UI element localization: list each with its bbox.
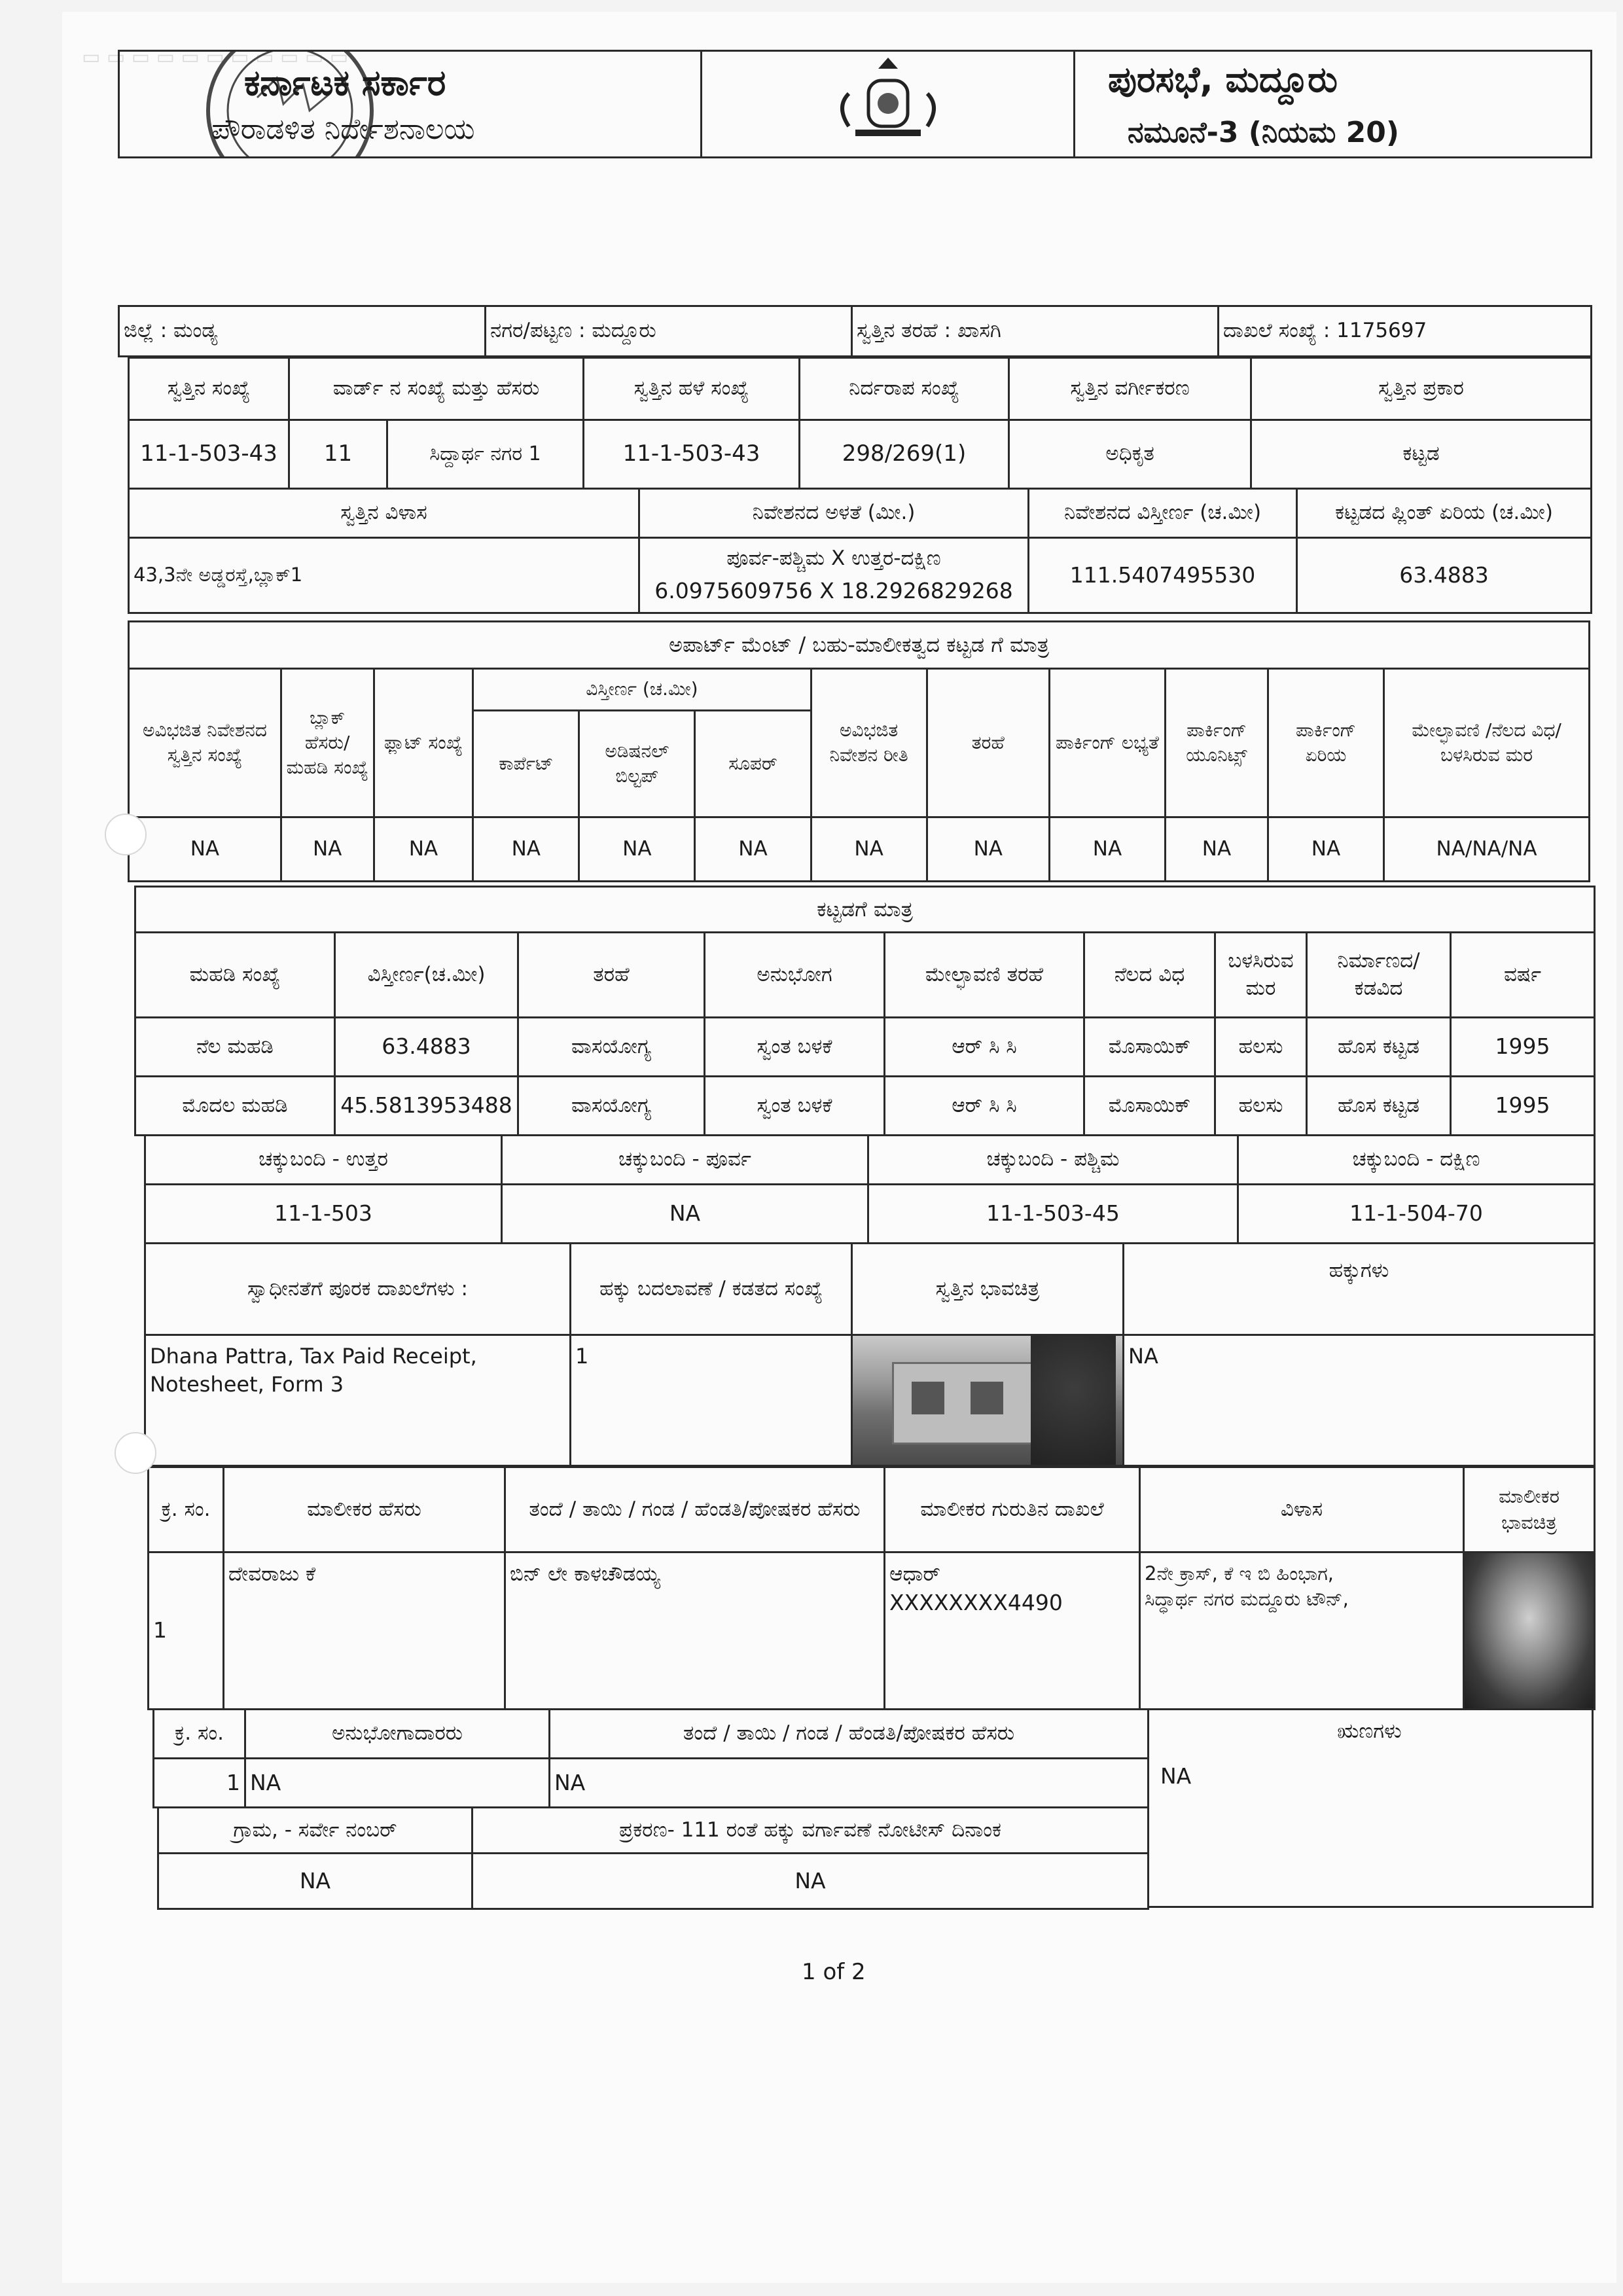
floor-wood: ಹಲಸು <box>1215 1077 1307 1136</box>
apartment-value: NA <box>374 817 473 881</box>
floor-flooring: ಮೊಸಾಯಿಕ್ <box>1084 1077 1215 1136</box>
floor-name: ನೆಲ ಮಹಡಿ <box>135 1018 335 1077</box>
apartment-value: NA <box>129 817 281 881</box>
floor-usage: ಸ್ವಂತ ಬಳಕೆ <box>705 1077 885 1136</box>
floor-type: ವಾಸಯೋಗ್ಯ <box>518 1077 705 1136</box>
occupant-name-value: NA <box>245 1759 550 1808</box>
apartment-value: NA <box>1166 817 1268 881</box>
department-name: ಪೌರಾಡಳಿತ ನಿರ್ದೇಶನಾಲಯ <box>211 112 475 146</box>
header-undivided-share: ಅವಿಭಜಿತ ನಿವೇಶನ ರೀತಿ <box>811 668 927 817</box>
header-owner-address: ವಿಳಾಸ <box>1140 1467 1464 1552</box>
header-parking-units: ಪಾರ್ಕಿಂಗ್ ಯೂನಿಟ್ಸ್ <box>1166 668 1268 817</box>
owner-name-value: ದೇವರಾಜು ಕೆ <box>224 1552 505 1710</box>
header-boundary-east: ಚಕ್ಕುಬಂದಿ - ಪೂರ್ವ <box>502 1136 868 1185</box>
header-supporting-docs: ಸ್ವಾಧೀನತೆಗೆ ಪೂರಕ ದಾಖಲೆಗಳು : <box>145 1244 571 1335</box>
owner-address-line2: ಸಿದ್ಧಾರ್ಥ ನಗರ ಮದ್ದೂರು ಟೌನ್, <box>1145 1588 1349 1611</box>
apartment-value: NA <box>811 817 927 881</box>
header-floor-extent: ವಿಸ್ತೀರ್ಣ(ಚ.ಮೀ) <box>335 933 518 1018</box>
header-block-floor: ಬ್ಲಾಕ್ ಹೆಸರು/ ಮಹಡಿ ಸಂಖ್ಯೆ <box>281 668 374 817</box>
property-id-value: 11-1-503-43 <box>129 420 289 489</box>
government-title: ಕರ್ನಾಟಕ ಸರ್ಕಾರ <box>244 62 446 103</box>
header-occupant-parent: ತಂದೆ / ತಾಯಿ / ಗಂಡ / ಹೆಂಡತಿ/ಪೋಷಕರ ಹೆಸರು <box>550 1710 1149 1759</box>
owner-id-cell <box>885 1552 1140 1710</box>
header <box>118 50 1590 149</box>
ward-name-value: ಸಿದ್ದಾರ್ಥ ನಗರ 1 <box>387 420 584 489</box>
property-type-value: ಕಟ್ಟಡ <box>1251 420 1592 489</box>
notice-date-value: NA <box>473 1854 1149 1909</box>
floor-year: 1995 <box>1451 1077 1595 1136</box>
header-owner-parent: ತಂದೆ / ತಾಯಿ / ಗಂಡ / ಹೆಂಡತಿ/ಪೋಷಕರ ಹೆಸರು <box>505 1467 885 1552</box>
header-site-area: ನಿವೇಶನದ ವಿಸ್ತೀರ್ಣ (ಚ.ಮೀ) <box>1029 489 1297 538</box>
header-apartment-type: ತರಹೆ <box>927 668 1049 817</box>
header-boundary-south: ಚಕ್ಕುಬಂದಿ - ದಕ್ಷಿಣ <box>1238 1136 1595 1185</box>
owner-address-cell <box>1140 1552 1464 1710</box>
building-section <box>134 886 1594 1134</box>
apartment-value: NA <box>281 817 374 881</box>
floor-year: 1995 <box>1451 1018 1595 1077</box>
form-number: ನಮೂನೆ-3 (ನಿಯಮ 20) <box>1128 115 1399 149</box>
header-flooring: ನೆಲದ ವಿಧ <box>1084 933 1215 1018</box>
floor-usage: ಸ್ವಂತ ಬಳಕೆ <box>705 1018 885 1077</box>
apartment-value: NA <box>1049 817 1165 881</box>
apartment-value: NA <box>1268 817 1383 881</box>
header-additional-builtup: ಅಡಿಷನಲ್ ಬಿಲ್ಟಪ್ <box>579 710 695 817</box>
floor-flooring: ಮೊಸಾಯಿಕ್ <box>1084 1018 1215 1077</box>
header-right-cell <box>1075 51 1592 158</box>
boundary-east-value: NA <box>502 1185 868 1244</box>
floor-construction: ಹೊಸ ಕಟ್ಟಡ <box>1307 1077 1451 1136</box>
header-wood-used: ಬಳಸಿರುವ ಮರ <box>1215 933 1307 1018</box>
header-undivided-site-no: ಅವಿಭಜಿತ ನಿವೇಶನದ ಸ್ವತ್ತಿನ ಸಂಖ್ಯೆ <box>129 668 281 817</box>
property-address-value: 43,3ನೇ ಅಡ್ಡರಸ್ತೆ,ಬ್ಲಾಕ್1 <box>129 538 639 613</box>
header-occupant-name: ಅನುಭೋಗಾದಾರರು <box>245 1710 550 1759</box>
liabilities-value: NA <box>1160 1763 1192 1789</box>
header-parking-area: ಪಾರ್ಕಿಂಗ್ ಏರಿಯ <box>1268 668 1383 817</box>
ward-number-value: 11 <box>289 420 387 489</box>
header-parking-availability: ಪಾರ್ಕಿಂಗ್ ಲಭ್ಯತೆ <box>1049 668 1165 817</box>
header-year: ವರ್ಷ <box>1451 933 1595 1018</box>
header-property-photo: ಸ್ವತ್ತಿನ ಭಾವಚಿತ್ರ <box>852 1244 1124 1335</box>
header-village-survey: ಗ್ರಾಮ, - ಸರ್ವೇ ನಂಬರ್ <box>158 1808 473 1854</box>
state-emblem-icon <box>823 54 954 146</box>
document-number-label: ದಾಖಲೆ ಸಂಖ್ಯೆ : 1175697 <box>1219 306 1592 357</box>
boundaries-section <box>144 1134 1594 1242</box>
header-property-no: ಸ್ವತ್ತಿನ ಸಂಖ್ಯೆ <box>129 358 289 420</box>
header-construction: ನಿರ್ಮಾಣದ/ ಕಡವಿದ <box>1307 933 1451 1018</box>
header-address: ಸ್ವತ್ತಿನ ವಿಳಾಸ <box>129 489 639 538</box>
header-carpet: ಕಾರ್ಪೆಟ್ <box>473 710 579 817</box>
punch-hole <box>115 1432 156 1474</box>
title-documents-section <box>144 1242 1594 1465</box>
site-details-table <box>128 488 1590 612</box>
apartment-value: NA <box>579 817 695 881</box>
header-ward: ವಾರ್ಡ್ ನ ಸಂಖ್ಯೆ ಮತ್ತು ಹೆಸರು <box>289 358 584 420</box>
apartment-section-title: ಅಪಾರ್ಟ್ ಮೆಂಟ್ / ಬಹು-ಮಾಲೀಕತ್ವದ ಕಟ್ಟಡ ಗೆ ಮಾತ್ರ <box>129 622 1590 669</box>
floor-type: ವಾಸಯೋಗ್ಯ <box>518 1018 705 1077</box>
classification-value: ಅಧಿಕೃತ <box>1009 420 1251 489</box>
property-photo <box>853 1336 1122 1465</box>
meta-row <box>118 305 1590 357</box>
plinth-area-value: 63.4883 <box>1297 538 1592 613</box>
transfer-file-no-value: 1 <box>571 1335 852 1466</box>
building-section-title: ಕಟ್ಟಡಗೆ ಮಾತ್ರ <box>135 887 1595 933</box>
header-plinth-area: ಕಟ್ಟಡದ ಪ್ಲಿಂತ್ ಏರಿಯ (ಚ.ಮೀ) <box>1297 489 1592 538</box>
property-id-table <box>128 357 1590 488</box>
bleed-through-text: ▭ ▭ ▭ ▭ ▭ ▭ ▭ ▭ ▭ ▭ ▭ <box>82 46 349 69</box>
owner-sl-value: 1 <box>149 1552 224 1710</box>
form-page <box>62 12 1616 2283</box>
dimensions-direction-label: ಪೂರ್ವ-ಪಶ್ಚಿಮ X ಉತ್ತರ-ದಕ್ಷಿಣ <box>726 546 941 570</box>
header-transfer-file-no: ಹಕ್ಕು ಬದಲಾವಣೆ / ಕಡತದ ಸಂಖ್ಯೆ <box>571 1244 852 1335</box>
site-dimensions-cell <box>639 538 1029 613</box>
rights-value: NA <box>1124 1335 1595 1466</box>
punch-hole <box>105 814 147 855</box>
apartment-value: NA <box>695 817 811 881</box>
property-kind-label: ಸ್ವತ್ತಿನ ತರಹೆ : ಖಾಸಗಿ <box>852 306 1219 357</box>
header-boundary-north: ಚಕ್ಕುಬಂದಿ - ಉತ್ತರ <box>145 1136 502 1185</box>
floor-construction: ಹೊಸ ಕಟ್ಟಡ <box>1307 1018 1451 1077</box>
header-occupant-sl: ಕ್ರ. ಸಂ. <box>154 1710 245 1759</box>
page-number: 1 of 2 <box>802 1959 866 1985</box>
district-label: ಜಿಲ್ಲೆ : ಮಂಡ್ಯ <box>119 306 486 357</box>
owner-id-number: XXXXXXXX4490 <box>889 1589 1063 1615</box>
header-survey-no: ನಿರ್ದರಾಪ ಸಂಖ್ಯೆ <box>800 358 1009 420</box>
occupant-section <box>152 1708 1147 1806</box>
header-super: ಸೂಪರ್ <box>695 710 811 817</box>
header-roof-type: ಮೇಲ್ಛಾವಣಿ ತರಹೆ <box>885 933 1084 1018</box>
header-notice-date: ಪ್ರಕರಣ- 111 ರಂತೆ ಹಕ್ಕು ವರ್ಗಾವಣೆ ನೋಟೀಸ್ ದಿನಾಂಕ <box>473 1808 1149 1854</box>
header-liabilities: ಋಣಗಳು <box>1337 1719 1402 1743</box>
village-survey-value: NA <box>158 1854 473 1909</box>
header-extent: ವಿಸ್ತೀರ್ಣ (ಚ.ಮೀ) <box>473 668 811 710</box>
floor-extent: 63.4883 <box>335 1018 518 1077</box>
occupant-sl-value: 1 <box>154 1759 245 1808</box>
header-owner-photo: ಮಾಲೀಕರ ಭಾವಚಿತ್ರ <box>1464 1467 1595 1552</box>
owner-section <box>147 1466 1594 1708</box>
header-site-dimensions: ನಿವೇಶನದ ಅಳತೆ (ಮೀ.) <box>639 489 1029 538</box>
floor-name: ಮೊದಲ ಮಹಡಿ <box>135 1077 335 1136</box>
header-floor-no: ಮಹಡಿ ಸಂಖ್ಯೆ <box>135 933 335 1018</box>
property-photo-cell <box>852 1335 1124 1466</box>
header-left-cell <box>119 51 702 158</box>
header-boundary-west: ಚಕ್ಕುಬಂದಿ - ಪಶ್ಚಿಮ <box>868 1136 1238 1185</box>
old-number-value: 11-1-503-43 <box>584 420 800 489</box>
office-title: ಪುರಸಭೆ, ಮದ್ದೂರು <box>1108 58 1338 100</box>
owner-parent-value: ಬಿನ್ ಲೇ ಕಾಳಚೌಡಯ್ಯ <box>505 1552 885 1710</box>
survey-number-value: 298/269(1) <box>800 420 1009 489</box>
site-area-value: 111.5407495530 <box>1029 538 1297 613</box>
owner-id-type: ಆಧಾರ್ <box>889 1562 940 1586</box>
header-owner-sl: ಕ್ರ. ಸಂ. <box>149 1467 224 1552</box>
boundary-west-value: 11-1-503-45 <box>868 1185 1238 1244</box>
header-usage: ಅನುಭೋಗ <box>705 933 885 1018</box>
header-flat-no: ಫ್ಲಾಟ್ ಸಂಖ್ಯೆ <box>374 668 473 817</box>
survey-section <box>157 1806 1147 1908</box>
floor-extent: 45.5813953488 <box>335 1077 518 1136</box>
floor-roof: ಆರ್ ಸಿ ಸಿ <box>885 1018 1084 1077</box>
header-old-no: ಸ್ವತ್ತಿನ ಹಳೆ ಸಂಖ್ಯೆ <box>584 358 800 420</box>
header-owner-name: ಮಾಲೀಕರ ಹೆಸರು <box>224 1467 505 1552</box>
apartment-section <box>128 620 1590 882</box>
liabilities-panel <box>1147 1708 1594 1908</box>
header-floor-type: ತರಹೆ <box>518 933 705 1018</box>
dimensions-value: 6.0975609756 X 18.2926829268 <box>654 577 1013 603</box>
supporting-docs-value: Dhana Pattra, Tax Paid Receipt, Notesheet, Form 3 <box>145 1335 571 1466</box>
floor-roof: ಆರ್ ಸಿ ಸಿ <box>885 1077 1084 1136</box>
header-classification: ಸ್ವತ್ತಿನ ವರ್ಗೀಕರಣ <box>1009 358 1251 420</box>
header-property-type: ಸ್ವತ್ತಿನ ಪ್ರಕಾರ <box>1251 358 1592 420</box>
floor-wood: ಹಲಸು <box>1215 1018 1307 1077</box>
boundary-north-value: 11-1-503 <box>145 1185 502 1244</box>
occupant-parent-value: NA <box>550 1759 1149 1808</box>
owner-photo-cell <box>1464 1552 1595 1710</box>
header-rights: ಹಕ್ಕುಗಳು <box>1124 1244 1595 1335</box>
header-owner-id: ಮಾಲೀಕರ ಗುರುತಿನ ದಾಖಲೆ <box>885 1467 1140 1552</box>
owner-address-line1: 2ನೇ ಕ್ರಾಸ್, ಕೆ ಇ ಬಿ ಹಿಂಭಾಗ, <box>1145 1562 1334 1585</box>
apartment-value: NA/NA/NA <box>1384 817 1590 881</box>
apartment-value: NA <box>927 817 1049 881</box>
owner-photo <box>1465 1553 1594 1708</box>
boundary-south-value: 11-1-504-70 <box>1238 1185 1595 1244</box>
apartment-value: NA <box>473 817 579 881</box>
town-label: ನಗರ/ಪಟ್ಟಣ : ಮದ್ದೂರು <box>486 306 852 357</box>
emblem-cell <box>702 51 1075 158</box>
header-roof-floor-wood: ಮೇಲ್ಛಾವಣಿ /ನೆಲದ ವಿಧ/ಬಳಸಿರುವ ಮರ <box>1384 668 1590 817</box>
